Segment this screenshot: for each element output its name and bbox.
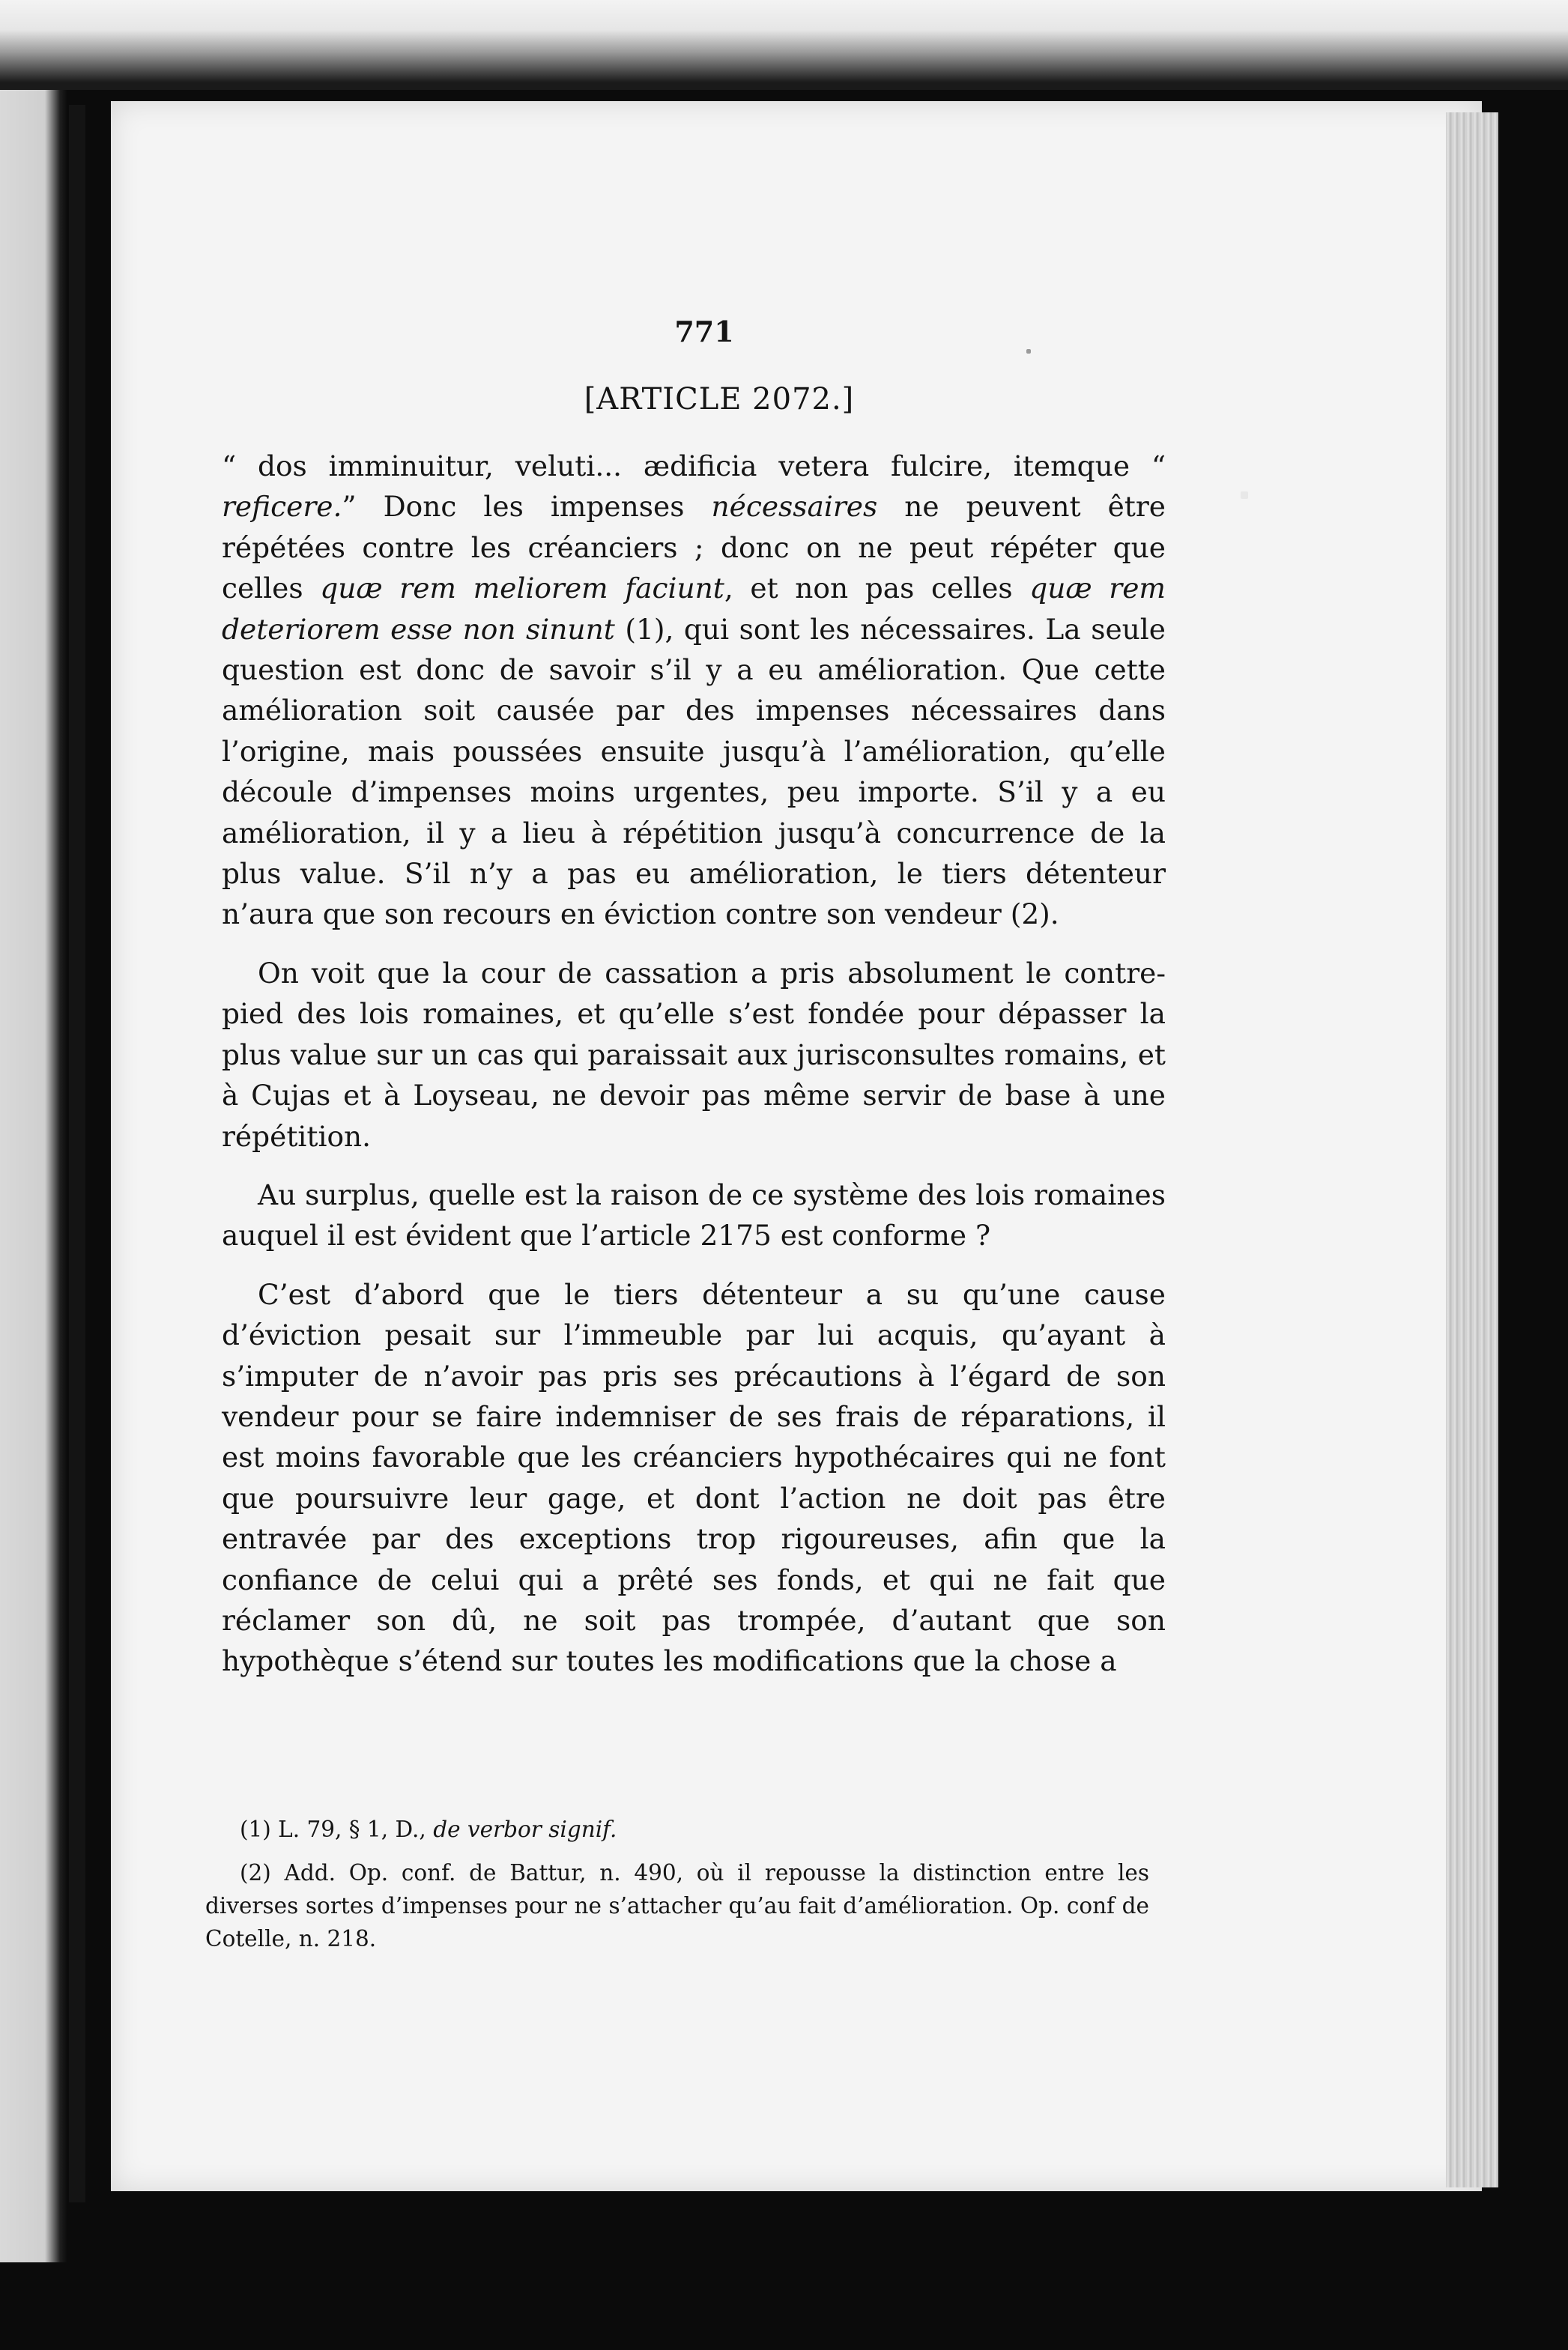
italic-run: quæ rem meliorem faciunt	[320, 572, 724, 605]
page-number: 771	[674, 315, 734, 348]
binding-shadow	[69, 105, 85, 2202]
text-run: ne peuvent être répétées contre les créanciers ; donc on ne peut répéter que celles	[222, 490, 1166, 605]
text-run: ” Donc les impenses	[342, 490, 712, 524]
text-run: , et non pas celles	[724, 572, 1030, 605]
text-run: (1), qui sont les nécessaires. La seule question est donc de savoir s’il y a eu amélioration. Que cette amélioration soit causée par des impenses nécessaires dans l’origine, mais poussées ensuite jusqu’à l’amélioration, qu’elle découle d’impenses moins urgentes, peu importe. S’il y a eu amélioration, il y a lieu à répétition jusqu’à concurrence de la plus value. S’il n’y a pas eu amélioration, le tiers détenteur n’aura que son recours en éviction contre son vendeur (2).	[222, 612, 1166, 931]
paragraph: C’est d’abord que le tiers détenteur a su qu’une cause d’éviction pesait sur l’immeuble par lui acquis, qu’ayant à s’imputer de n’avoir pas pris ses précautions à l’égard de son vendeur pour se faire indemniser de ses frais de réparations, il est moins favorable que les créanciers hypothécaires qui ne font que poursuivre leur gage, et dont l’action ne doit pas être entravée par des exceptions trop rigoureuses, afin que la confiance de celui qui a prêté ses fonds, et qui ne fait que réclamer son dû, ne soit pas trompée, d’autant que son hypothèque s’étend sur toutes les modifications que la chose a	[222, 1277, 1166, 1678]
scan-top-margin	[0, 0, 1568, 90]
paragraph	[222, 446, 1166, 935]
paragraph: Au surplus, quelle est la raison de ce système des lois romaines auquel il est évident que l’article 2175 est conforme ?	[222, 1178, 1166, 1253]
footnotes	[205, 1813, 1149, 1955]
article-heading: [ARTICLE 2072.]	[584, 382, 855, 417]
italic-run: de verbor signif.	[433, 1817, 617, 1842]
body-text	[222, 446, 1166, 1682]
page-stack-edge	[1446, 112, 1498, 2187]
dust-speck	[1026, 349, 1031, 354]
text-run: “ dos imminuitur, veluti... ædificia vetera fulcire, itemque “	[222, 449, 1166, 482]
facing-page-edge	[0, 90, 67, 2262]
text-run: (1) L. 79, § 1, D.,	[240, 1817, 434, 1842]
italic-run: quæ rem deteriorem esse non sinunt	[222, 572, 1166, 646]
footnote: (2) Add. Op. conf. de Battur, n. 490, où il repousse la distinction entre les diverses sortes d’impenses pour ne s’attacher qu’au fait d’amélioration. Op. conf de Cotelle, n. 218.	[205, 1860, 1149, 1951]
italic-run: nécessaires	[711, 490, 878, 524]
italic-run: reficere.	[222, 490, 342, 524]
paragraph: On voit que la cour de cassation a pris absolument le contre-pied des lois romaines, et qu’elle s’est fondée pour dépasser la plus value sur un cas qui paraissait aux jurisconsultes romains, et à Cujas et à Loyseau, ne devoir pas même servir de base à une répétition.	[222, 956, 1166, 1153]
footnote	[205, 1813, 1149, 1846]
dust-speck	[1241, 491, 1248, 499]
